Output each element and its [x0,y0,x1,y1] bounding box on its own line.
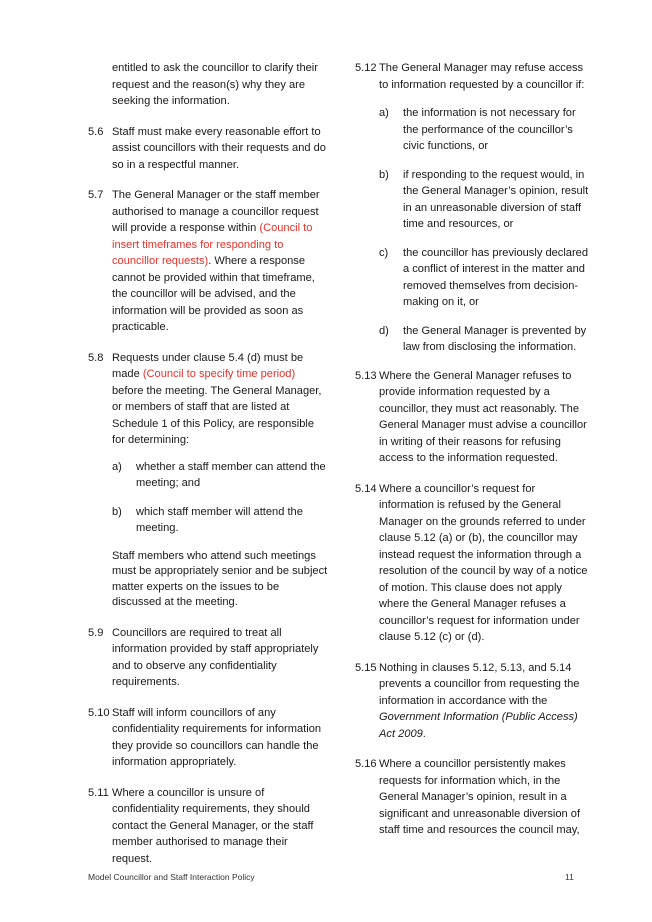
clause-number: 5.7 [88,189,104,201]
sub-item [112,504,328,537]
clause-number: 5.16 [355,758,377,770]
clause-text: Where a councillor is unsure of confidentiality requirements, they should contact the General Manager, or the staff member authorised to manage their request. [112,786,314,865]
clause-note: Staff members who attend such meetings must be appropriately senior and be subject matter experts on the issues to be discussed at the meeting. [112,549,328,608]
clause-5-11 [88,785,328,868]
sub-letter: b) [112,505,122,518]
clause-number: 5.9 [88,626,104,639]
clause-text: Where the General Manager refuses to provide information requested by a councillor, they must act reasonably. The General Manager must advise a councillor in writing of their reasons for refusing access to the information requested. [379,369,587,464]
sub-text: the information is not necessary for the performance of the councillor’s civic functions, or [403,107,576,152]
clause-5-16 [355,756,591,839]
clause-number: 5.10 [88,706,110,719]
sub-list-5-12 [379,105,591,356]
continued-paragraph: entitled to ask the councillor to clarify their request and the reason(s) why they are seeking the information. [112,62,318,107]
left-column [88,60,328,881]
clause-text: Where a councillor’s request for information is refused by the General Manager on the grounds referred to under clause 5.12 (a) or (b), the councillor may instead request the information through a resolution of the council by way of a notice of motion. This clause does not apply where the General Manager refuses a councillor’s request for information under clause 5.12 (c) or (d). [379,482,588,643]
clause-text: Staff will inform councillors of any confidentiality requirements for information they provide so councillors can handle the information appropriately. [112,706,322,768]
sub-item [379,167,591,233]
clause-5-7 [88,187,328,336]
clause-5-12 [355,60,591,93]
clause-5-8 [88,350,328,449]
sub-list-5-8 [112,459,328,537]
clause-5-15 [355,660,591,743]
clause-text: Nothing in clauses 5.12, 5.13, and 5.14 prevents a councillor from requesting the information in accordance with the [379,661,580,707]
sub-item [379,245,591,311]
sub-item [379,323,591,356]
clause-text: . Where a response cannot be provided within that timeframe, the councillor will be advised, and the information will be provided as soon as practicable. [112,255,315,333]
sub-item [112,459,328,492]
clause-number: 5.13 [355,369,377,382]
clause-text: Where a councillor persistently makes requests for information which, in the General Manager’s opinion, result in a significant and unreasonable diversion of staff time and resources the council may, [379,758,581,836]
clause-text: The General Manager or the staff member authorised to manage a councillor request will provide a response within [112,189,320,234]
clause-text: Staff must make every reasonable effort to assist councillors with their requests and do so in a respectful manner. [112,125,326,171]
clause-number: 5.15 [355,661,377,674]
clause-number: 5.6 [88,125,104,138]
act-title: Government Information (Public Access) Act 2009 [379,711,578,740]
clause-text: before the meeting. The General Manager, or members of staff that are listed at Schedule 1 of this Policy, are responsible for determining: [112,384,322,446]
clause-5-14 [355,481,591,646]
clause-5-9 [88,625,328,691]
sub-text: whether a staff member can attend the meeting; and [136,460,326,489]
sub-letter: d) [379,324,389,337]
sub-letter: a) [112,460,122,473]
sub-text: which staff member will attend the meeting. [136,505,303,534]
clause-text: Councillors are required to treat all information provided by staff appropriately and to observe any confidentiality requirements. [112,626,319,688]
clause-number: 5.11 [88,786,109,799]
clause-text: Requests under clause 5.4 (d) must be made [112,351,304,380]
clause-number: 5.8 [88,351,104,364]
sub-letter: b) [379,168,389,181]
sub-letter: a) [379,107,389,119]
clause-text: The General Manager may refuse access to information requested by a councillor if: [379,62,585,91]
right-column [355,60,591,853]
sub-text: the General Manager is prevented by law from disclosing the information. [403,324,587,353]
placeholder-instruction: (Council to specify time period) [142,368,296,380]
sub-text: if responding to the request would, in the General Manager’s opinion, result in an unreasonable diversion of staff time and resources, or [403,168,589,230]
clause-5-10 [88,705,328,771]
page-number: 11 [565,872,574,882]
clause-5-13 [355,368,591,467]
clause-text: . [422,727,426,740]
footer-title: Model Councillor and Staff Interaction Policy [88,872,255,882]
clause-5-6 [88,124,328,174]
clause-number: 5.12 [355,62,377,74]
placeholder-instruction: (Council to insert timeframes for responding to councillor requests) [112,222,313,267]
sub-letter: c) [379,246,389,259]
clause-number: 5.14 [355,482,377,495]
sub-item [379,105,591,155]
sub-text: the councillor has previously declared a conflict of interest in the matter and removed themselves from decision-making on it, or [403,246,588,308]
